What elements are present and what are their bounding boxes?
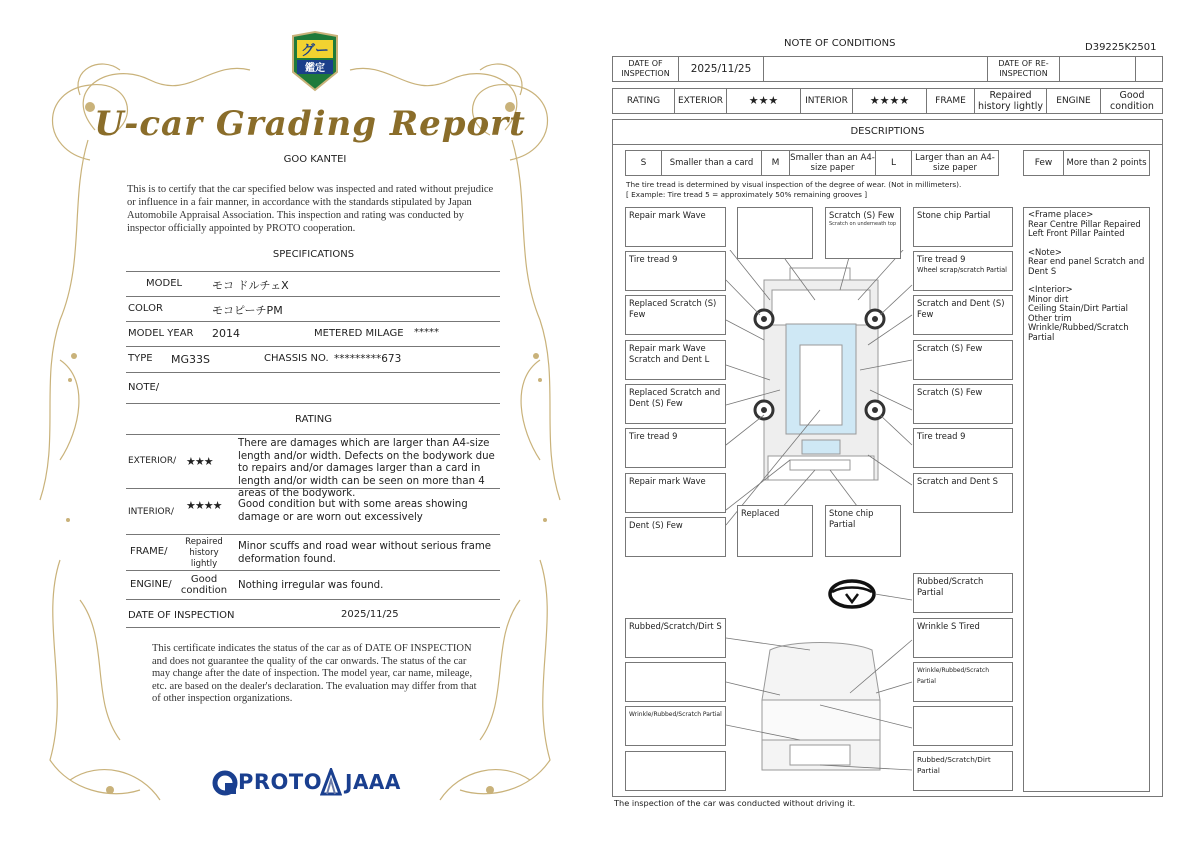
size-legend	[625, 150, 999, 176]
type-label: TYPE	[128, 353, 153, 364]
model-year-label: MODEL YEAR	[128, 328, 194, 339]
goo-kantei-logo	[287, 30, 343, 94]
few-legend	[1023, 150, 1150, 176]
specifications-heading: SPECIFICATIONS	[272, 249, 355, 260]
damage-box: Scratch and Dent S	[913, 473, 1013, 513]
inspection-dates-table	[612, 56, 1163, 82]
interior-item: Wrinkle/Rubbed/Scratch Partial	[1028, 322, 1129, 342]
legend-l-text: Larger than an A4-size paper	[915, 153, 995, 173]
car-damage-diagram	[690, 250, 940, 810]
damage-box	[825, 207, 901, 259]
blank-cell	[764, 57, 988, 81]
exterior-label: EXTERIOR	[675, 89, 727, 113]
engine-description: Nothing irregular was found.	[238, 580, 384, 591]
type-value: MG33S	[171, 353, 210, 366]
engine-label: ENGINE/	[130, 579, 172, 590]
damage-box: Replaced	[737, 505, 813, 557]
damage-box: Tire tread 9	[625, 428, 726, 468]
date-of-inspection-value: 2025/11/25	[679, 57, 764, 81]
svg-text:グー: グー	[301, 43, 329, 59]
exterior-rating-row	[126, 435, 500, 499]
rating-heading: RATING	[295, 414, 332, 425]
damage-box: Repair mark Wave	[625, 473, 726, 513]
proto-logo	[212, 770, 238, 796]
tire-example: [ Example: Tire tread 5 = approximately 50% remaining grooves ]	[626, 190, 868, 199]
model-value: モコ ドルチェX	[212, 279, 289, 292]
inspection-date-value: 2025/11/25	[341, 609, 399, 620]
certificate-text: This is to certify that the car specified below was inspected and rated without prejudice or influence in a fair manner, in accordance with the standards stipulated by Japan Automobile Appraisal Association. This inspection and rating was conducted by inspector officially appointed by PROTO cooperation.	[127, 184, 494, 234]
frame-label: FRAME/	[130, 546, 168, 557]
engine-label: ENGINE	[1047, 89, 1101, 113]
damage-sublabel: Scratch on underneath top	[829, 221, 897, 227]
legend-s-text: Smaller than a card	[662, 151, 762, 175]
interior-item: Ceiling Stain/Dirt Partial	[1028, 303, 1128, 313]
descriptions-title: DESCRIPTIONS	[850, 126, 925, 137]
interior-section	[1028, 285, 1145, 342]
note-heading: <Note>	[1028, 246, 1062, 257]
inspection-date-label: DATE OF INSPECTION	[128, 610, 235, 621]
damage-box	[625, 662, 726, 702]
damage-box: Tire tread 9	[913, 428, 1013, 468]
damage-box: Repair mark Wave Scratch and Dent L	[625, 340, 726, 380]
legend-few: Few	[1024, 151, 1064, 175]
frame-description: Minor scuffs and road wear without serious frame deformation found.	[238, 541, 492, 565]
note-label: NOTE/	[128, 382, 160, 393]
tire-note: The tire tread is determined by visual inspection of the degree of wear. (Not in millimeters).	[626, 180, 962, 189]
damage-box: Scratch (S) Few	[913, 340, 1013, 380]
damage-box: Wrinkle S Tired	[913, 618, 1013, 658]
damage-box: Rubbed/Scratch Partial	[913, 573, 1013, 613]
note-row	[126, 373, 500, 404]
svg-text:鑑定: 鑑定	[305, 63, 325, 74]
inspection-date-row	[126, 600, 500, 628]
year-row	[126, 322, 500, 347]
damage-box: Rubbed/Scratch/Dirt S	[625, 618, 726, 658]
type-row	[126, 347, 500, 373]
frame-place-item: Rear Centre Pillar Repaired	[1028, 218, 1141, 229]
engine-value: Good condition	[1110, 90, 1154, 112]
frame-place-section	[1028, 210, 1145, 239]
engine-rating-row	[126, 571, 500, 600]
interior-rating-row	[126, 489, 500, 535]
chassis-value: *********673	[334, 353, 402, 365]
damage-box: Stone chip Partial	[913, 207, 1013, 247]
exterior-description: There are damages which are larger than A4-size length and/or width. Defects on the bodywork due to repairs and/or damages larger than a card in length and/or width can be seen on more than 4 areas of the bodywork.	[238, 438, 495, 499]
date-of-inspection-label: DATE OF INSPECTION	[613, 57, 679, 81]
chassis-label: CHASSIS NO.	[264, 353, 329, 364]
damage-box	[913, 706, 1013, 746]
model-year-value: 2014	[212, 327, 240, 340]
damage-label: Tire tread 9	[917, 254, 966, 264]
legend-m: M	[762, 151, 790, 175]
report-subtitle: GOO KANTEI	[283, 154, 347, 165]
legend-m-text: Smaller than an A4-size paper	[790, 153, 875, 173]
report-title: U-car Grading Report	[94, 104, 526, 144]
damage-box	[625, 751, 726, 791]
re-inspection-label: DATE OF RE-INSPECTION	[988, 57, 1060, 81]
damage-box: Tire tread 9	[625, 251, 726, 291]
interior-item: Other trim	[1028, 312, 1072, 323]
interior-stars: ★★★★	[186, 499, 222, 512]
re-inspection-value	[1060, 57, 1136, 81]
inspection-footnote: The inspection of the car was conducted without driving it.	[614, 798, 856, 808]
interior-heading: <Interior>	[1028, 284, 1073, 294]
damage-box: Replaced Scratch (S) Few	[625, 295, 726, 335]
exterior-label: EXTERIOR/	[128, 456, 177, 466]
damage-label: Scratch (S) Few	[829, 210, 895, 220]
note-section	[1028, 248, 1145, 277]
reference-number: D39225K2501	[1085, 42, 1157, 53]
notes-title: NOTE OF CONDITIONS	[784, 38, 896, 49]
damage-box: Scratch (S) Few	[913, 384, 1013, 424]
frame-place-heading: <Frame place>	[1028, 209, 1094, 219]
frame-rating-row	[126, 535, 500, 571]
interior-stars: ★★★★	[853, 89, 927, 113]
color-label: COLOR	[128, 303, 163, 314]
exterior-stars: ★★★	[727, 89, 801, 113]
damage-box	[913, 251, 1013, 291]
divider	[612, 144, 1163, 145]
damage-box: Wrinkle/Rubbed/Scratch Partial	[913, 662, 1013, 702]
interior-label: INTERIOR	[801, 89, 853, 113]
frame-value: Repaired history lightly	[185, 537, 223, 569]
color-row	[126, 297, 500, 322]
engine-value: Good condition	[180, 574, 228, 596]
damage-box: Replaced Scratch and Dent (S) Few	[625, 384, 726, 424]
frame-value: Repaired history lightly	[975, 89, 1047, 113]
damage-box: Scratch and Dent (S) Few	[913, 295, 1013, 335]
proto-brand: PROTO	[238, 770, 323, 794]
disclaimer-text: This certificate indicates the status of the car as of DATE OF INSPECTION and does not guarantee the quality of the car onwards. The status of the car may change after the date of inspection. The model year, car name, mileage, etc. are based on the dealer's declaration. The evaluation may differ from that of other inspection organizations.	[152, 643, 477, 704]
jaaa-brand: JAAA	[345, 770, 401, 794]
frame-place-item: Left Front Pillar Painted	[1028, 228, 1125, 238]
legend-s: S	[626, 151, 662, 175]
damage-box	[737, 207, 813, 259]
damage-sublabel: Wheel scrap/scratch Partial	[917, 266, 1007, 274]
legend-few-text: More than 2 points	[1066, 158, 1147, 168]
steering-wheel-icon	[830, 581, 874, 607]
mileage-label: METERED MILAGE	[314, 328, 404, 339]
interior-item: Minor dirt	[1028, 293, 1069, 304]
jaaa-logo	[320, 768, 342, 796]
mileage-value: *****	[414, 327, 439, 338]
frame-label: FRAME	[927, 89, 975, 113]
interior-label: INTERIOR/	[128, 507, 174, 517]
rating-label: RATING	[613, 89, 675, 113]
color-value: モコピーチPM	[212, 304, 283, 317]
damage-box: Rubbed/Scratch/Dirt Partial	[913, 751, 1013, 791]
damage-box: Repair mark Wave	[625, 207, 726, 247]
exterior-stars: ★★★	[186, 455, 213, 468]
interior-description: Good condition but with some areas showing damage or are worn out excessively	[238, 499, 468, 523]
rating-table	[612, 88, 1163, 114]
model-label: MODEL	[146, 278, 183, 289]
damage-box: Wrinkle/Rubbed/Scratch Partial	[625, 706, 726, 746]
frame-and-note-details	[1023, 207, 1150, 792]
legend-l: L	[876, 151, 912, 175]
damage-box: Stone chip Partial	[825, 505, 901, 557]
damage-box: Dent (S) Few	[625, 517, 726, 557]
model-row	[126, 272, 500, 297]
note-item: Rear end panel Scratch and Dent S	[1028, 256, 1145, 276]
